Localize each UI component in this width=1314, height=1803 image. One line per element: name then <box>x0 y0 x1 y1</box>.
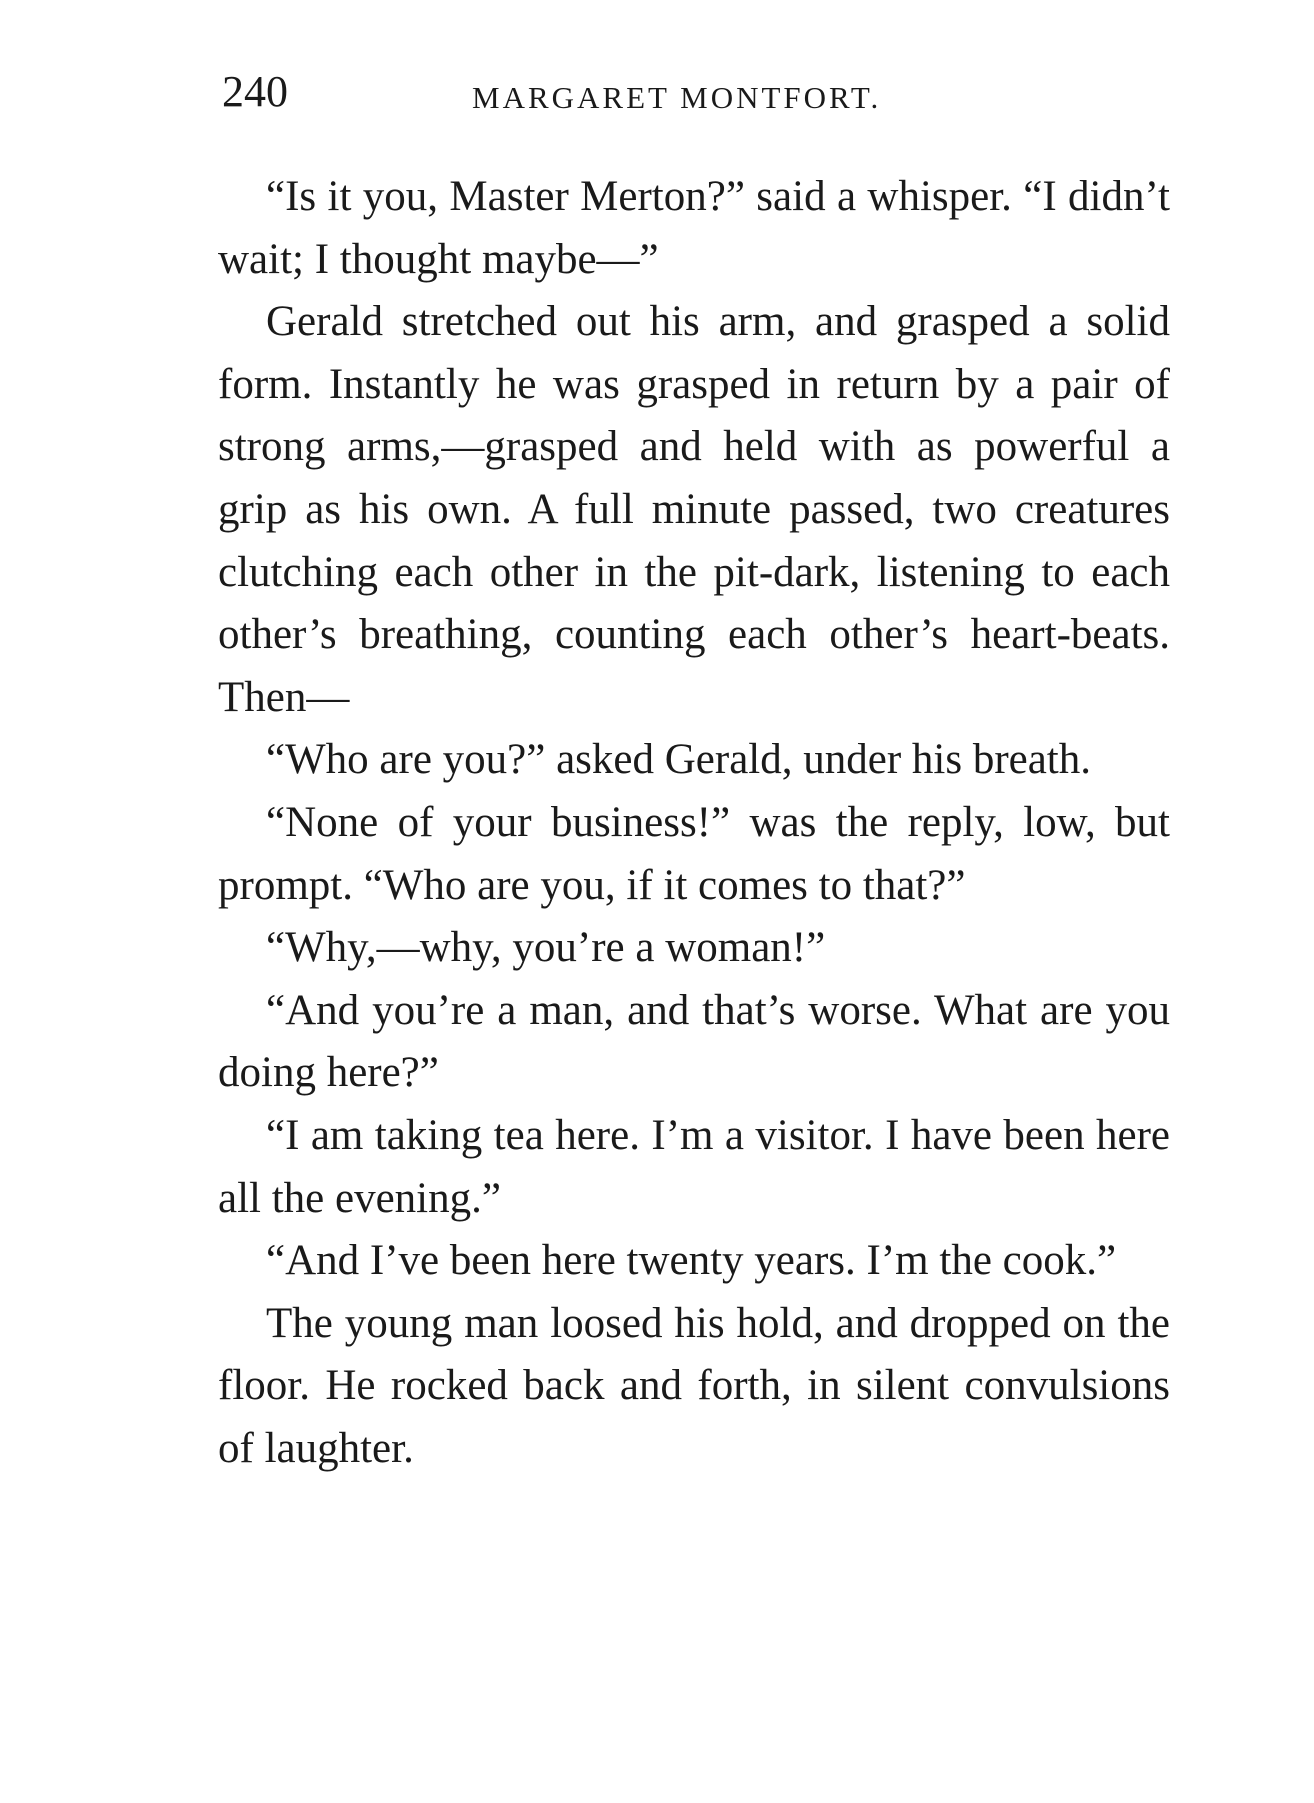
paragraph-5: “Why,—why, you’re a woman!” <box>266 924 826 972</box>
page-number: 240 <box>222 67 288 116</box>
paragraph-4: “None of your business!” was the reply, low, but prompt. “Who are you, if it comes to that?” <box>218 798 1170 909</box>
paragraph-3: “Who are you?” asked Gerald, under his breath. <box>266 736 1091 784</box>
paragraph-9: The young man loosed his hold, and dropped on the floor. He rocked back and forth, in silent convulsions of laughter. <box>218 1299 1170 1472</box>
book-title: MARGARET MONTFORT. <box>472 80 882 115</box>
running-head <box>222 62 1182 122</box>
paragraph-8: “And I’ve been here twenty years. I’m the cook.” <box>266 1237 1117 1285</box>
paragraph-7: “I am taking tea here. I’m a visitor. I have been here all the evening.” <box>218 1111 1170 1222</box>
paragraph-2: Gerald stretched out his arm, and grasped a solid form. Instantly he was grasped in return by a pair of strong arms,—grasped and held with as powerful a grip as his own. A full minute passed, two creatures clutching each other in the pit-dark, listening to each other’s breathing, counting each other’s heart-beats. Then— <box>218 298 1170 721</box>
body-text <box>218 166 1170 1480</box>
paragraph-6: “And you’re a man, and that’s worse. What are you doing here?” <box>218 986 1170 1097</box>
paragraph-1: “Is it you, Master Merton?” said a whisper. “I didn’t wait; I thought maybe—” <box>218 173 1170 283</box>
